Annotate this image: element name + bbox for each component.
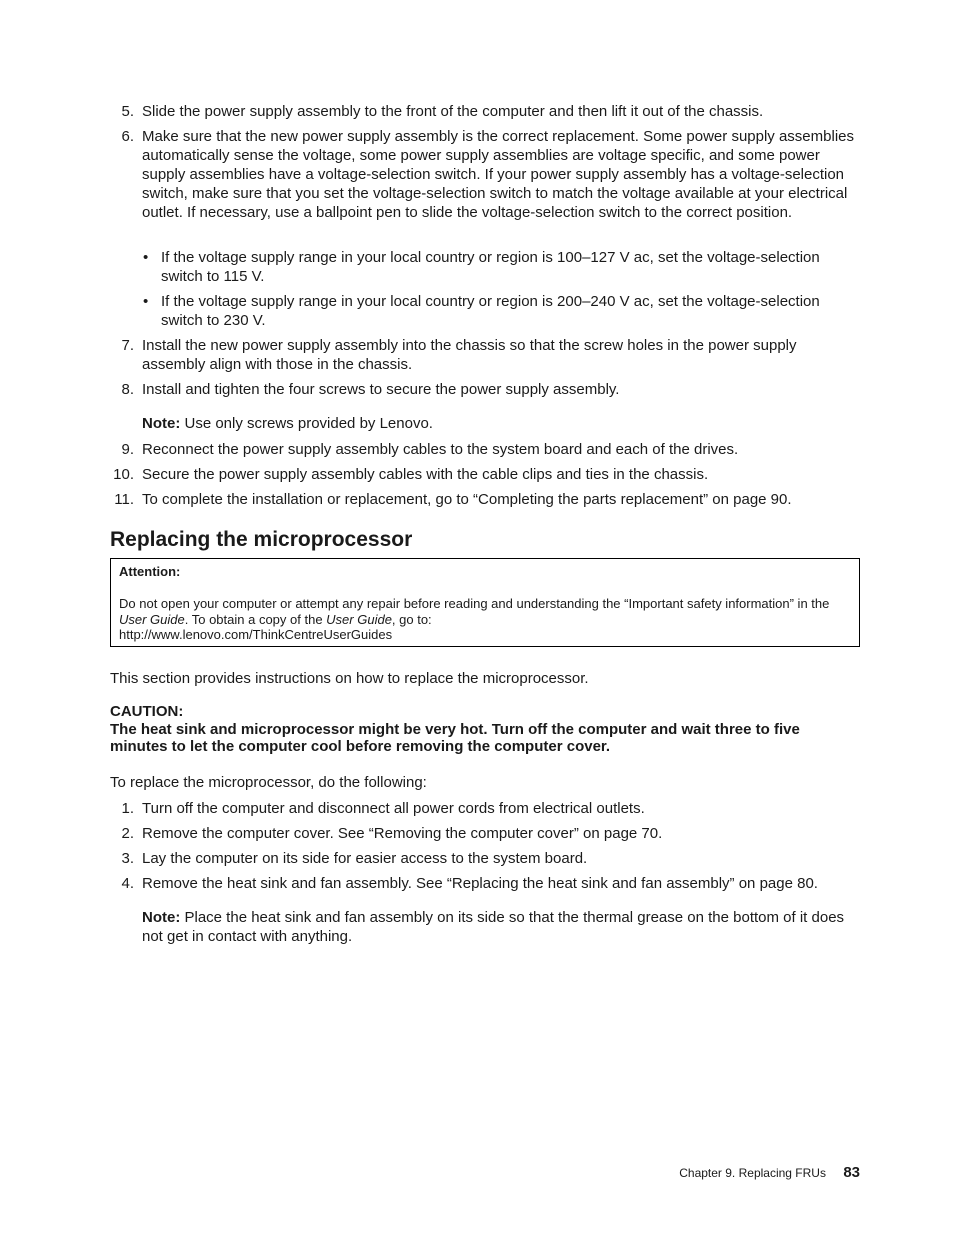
note-label: Note: [142,909,181,926]
list-number: 11. [114,491,134,508]
list-number: 3. [121,850,134,867]
note [142,908,858,946]
note-text: Use only screws provided by Lenovo. [180,415,433,432]
page-number: 83 [843,1164,860,1181]
attention-box [110,558,860,647]
list-number: 8. [121,381,134,398]
list-number: 1. [121,800,134,817]
list-text: Secure the power supply assembly cables with the cable clips and ties in the chassis. [142,466,709,483]
attention-text: . To obtain a copy of the [184,611,327,627]
list-text: Remove the computer cover. See “Removing the computer cover” on page 70. [142,825,663,842]
attention-text: Do not open your computer or attempt any repair before reading and understanding the “Important safety information” in the [119,596,830,611]
note [142,414,858,433]
list-text: Make sure that the new power supply assembly is the correct replacement. Some power supply assemblies automatically sense the voltage, some power supply assemblies are voltage specific, and some power supply assemblies have a voltage-selection switch. If your power supply assembly has a voltage-selection switch, make sure that you set the voltage-selection switch to match the voltage available at your electrical outlet. If necessary, use a ballpoint pen to slide the voltage-selection switch to the correct position. [142,128,854,221]
procedure-lead-in: To replace the microprocessor, do the following: [110,774,427,791]
list-text: Turn off the computer and disconnect all power cords from electrical outlets. [142,800,645,817]
page-footer [679,1163,860,1183]
list-number: 9. [121,441,134,458]
attention-heading: Attention: [119,564,181,579]
footer-chapter: Chapter 9. Replacing FRUs [679,1166,826,1180]
user-guide-title: User Guide [119,611,185,627]
caution-label: CAUTION: [110,703,184,720]
list-number: 6. [121,128,134,145]
attention-text: , go to: [391,611,432,627]
user-guides-link[interactable]: http://www.lenovo.com/ThinkCentreUserGuides [119,627,393,642]
list-number: 5. [121,103,134,120]
bullet-text: If the voltage supply range in your local country or region is 100–127 V ac, set the voltage-selection switch to 115 V. [161,249,820,285]
list-text: Install the new power supply assembly into the chassis so that the screw holes in the power supply assembly align with those in the chassis. [142,337,797,373]
list-text: Lay the computer on its side for easier access to the system board. [142,850,588,867]
list-text: Reconnect the power supply assembly cables to the system board and each of the drives. [142,441,739,458]
user-guide-title: User Guide [326,611,392,627]
list-text: Remove the heat sink and fan assembly. See “Replacing the heat sink and fan assembly” on page 80. [142,875,818,892]
caution-block [110,703,860,756]
note-label: Note: [142,415,181,432]
note-text: Place the heat sink and fan assembly on its side so that the thermal grease on the bottom of it does not get in contact with anything. [142,909,845,945]
attention-body [119,596,857,643]
bullet-symbol: • [143,249,149,266]
list-number: 7. [121,337,134,354]
list-number: 4. [121,875,134,892]
list-text: Slide the power supply assembly to the front of the computer and then lift it out of the chassis. [142,103,764,120]
list-number: 10. [113,466,134,483]
bullet-text: If the voltage supply range in your local country or region is 200–240 V ac, set the voltage-selection switch to 230 V. [161,293,820,329]
list-number: 2. [121,825,134,842]
section-title: Replacing the microprocessor [110,528,413,551]
intro-paragraph: This section provides instructions on how to replace the microprocessor. [110,670,589,687]
caution-text: The heat sink and microprocessor might be very hot. Turn off the computer and wait three to five minutes to let the computer cool before removing the computer cover. [110,720,800,755]
bullet-symbol: • [143,293,149,310]
list-text: To complete the installation or replacement, go to “Completing the parts replacement” on page 90. [142,491,792,508]
list-text: Install and tighten the four screws to secure the power supply assembly. [142,381,620,398]
